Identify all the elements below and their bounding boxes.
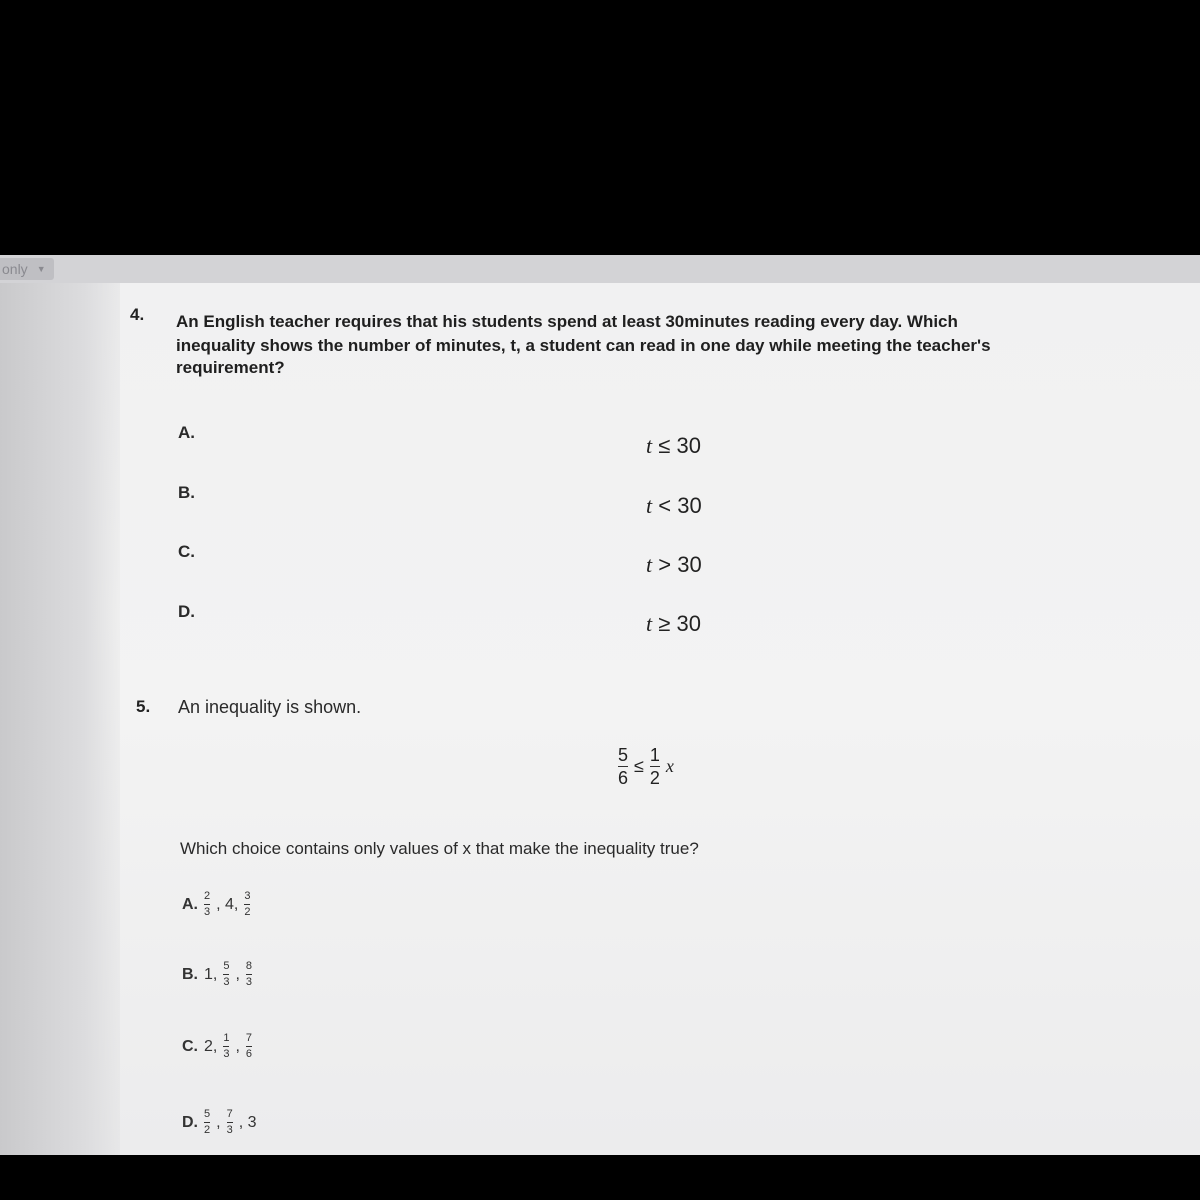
screen (0, 255, 1200, 1155)
q4-choice-d-inequality[interactable]: t ≥ 30 (646, 611, 701, 636)
q5-choice-d[interactable]: D. $\frac{5}{2}$ , $\frac{7}{3}$ , 3 (182, 1108, 257, 1136)
q4-choice-a-letter[interactable]: A. (178, 423, 195, 442)
question-4-text-line-2: inequality shows the number of minutes, t, a student can read in one day while meeting the teacher's (176, 336, 991, 355)
question-5-number: 5. (136, 697, 151, 716)
question-5-prompt: Which choice contains only values of x that make the inequality true? (180, 839, 699, 858)
q5-choice-b[interactable]: B. 1, $\frac{5}{3}$ , $\frac{8}{3}$ (182, 960, 253, 988)
question-4-text-line-3: requirement? (176, 358, 285, 377)
q5-choice-a[interactable]: A. $\frac{2}{3}$ , 4, $\frac{3}{2}$ (182, 890, 251, 918)
question-4-number: 4. (130, 305, 145, 324)
q5-variable: x (665, 756, 674, 776)
chevron-down-icon: ▼ (36, 264, 46, 274)
question-5-text: An inequality is shown. (178, 697, 362, 717)
q4-choice-d-letter[interactable]: D. (178, 602, 195, 621)
q5-rhs-fraction: $\frac{1}{2}$ (649, 745, 660, 788)
q5-lhs-fraction: $\frac{5}{6}$ (618, 745, 629, 788)
q4-choice-c-inequality[interactable]: t > 30 (646, 552, 702, 577)
question-panel (120, 283, 1200, 1155)
q5-operator: ≤ (634, 756, 644, 776)
q5-inequality (618, 746, 674, 787)
question-4-text-line-1: An English teacher requires that his students spend at least 30minutes reading every day. Which (176, 312, 958, 331)
q4-choice-c-letter[interactable]: C. (178, 542, 195, 561)
view-mode-label: only (2, 261, 28, 277)
q5-choice-c[interactable]: C. 2, $\frac{1}{3}$ , $\frac{7}{6}$ (182, 1032, 253, 1060)
view-mode-dropdown[interactable] (0, 258, 54, 280)
q4-choice-b-inequality[interactable]: t < 30 (646, 493, 702, 518)
left-margin (0, 283, 120, 1155)
top-toolbar (0, 255, 1200, 283)
q4-choice-a-inequality[interactable]: t ≤ 30 (646, 433, 701, 458)
q4-choice-b-letter[interactable]: B. (178, 483, 195, 502)
